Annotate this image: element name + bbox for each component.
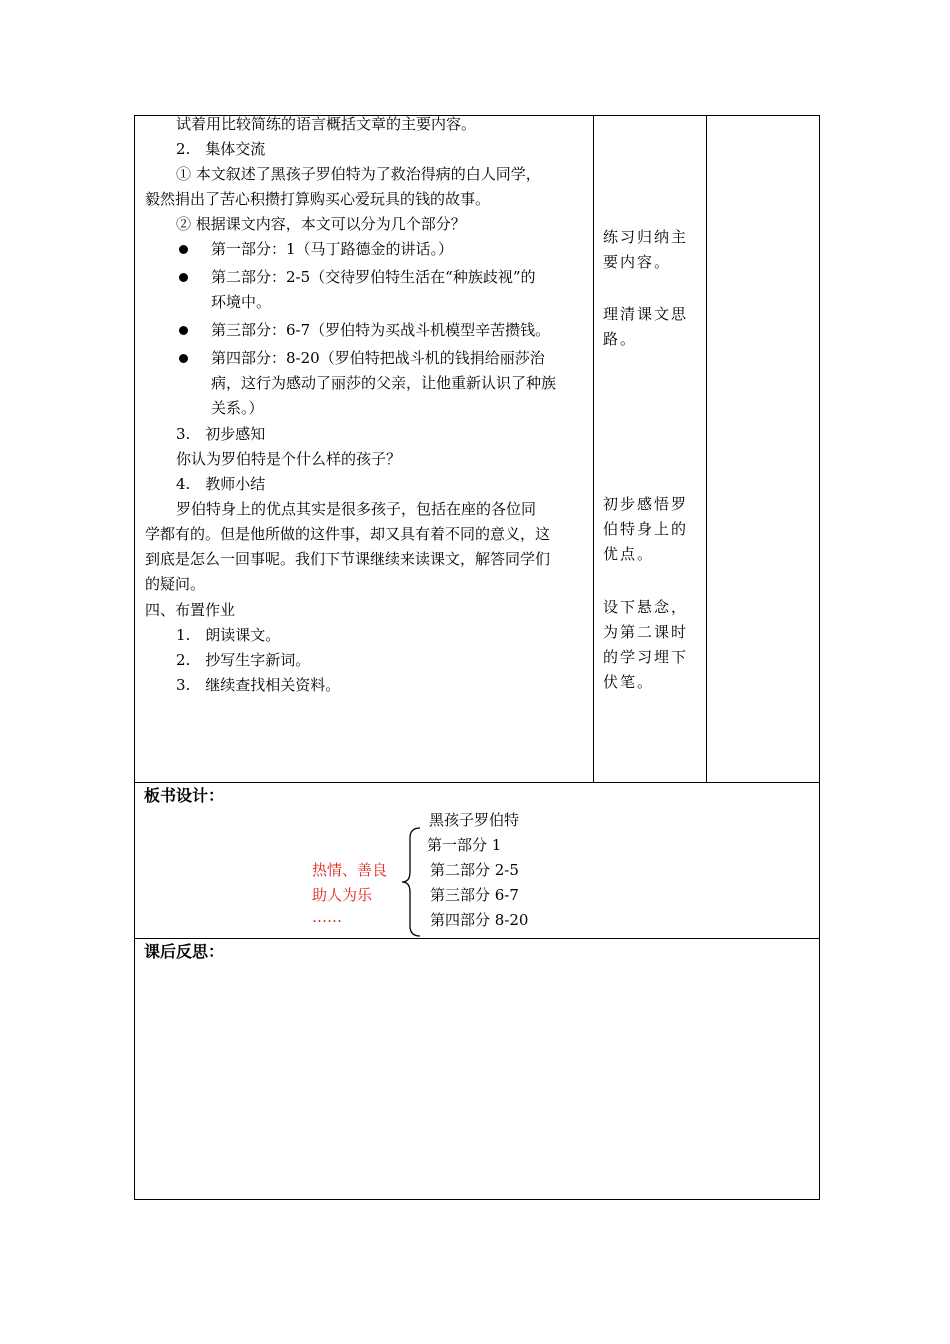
lesson-line: ② 根据课文内容，本文可以分为几个部分？ — [176, 215, 466, 233]
row-divider-board — [134, 782, 820, 783]
lesson-line: 3. 继续查找相关资料。 — [176, 676, 341, 694]
lesson-line: 到底是怎么一回事呢。我们下节课继续来读课文，解答同学们 — [145, 550, 551, 568]
part-line: 病，这行为感动了丽莎的父亲，让他重新认识了种族 — [211, 374, 557, 392]
curly-brace-icon — [400, 826, 424, 938]
part-line: 第二部分：2-5（交待罗伯特生活在“种族歧视”的 — [211, 268, 536, 286]
bullet-icon — [179, 354, 188, 363]
board-trait: 助人为乐 — [312, 886, 373, 904]
table-left-border — [134, 115, 135, 1200]
lesson-line: 3. 初步感知 — [176, 425, 266, 443]
lesson-line: 4. 教师小结 — [176, 475, 266, 493]
teaching-note: 理清课文思路。 — [603, 305, 689, 348]
board-part: 第二部分 2-5 — [430, 861, 519, 879]
board-part: 第四部分 8-20 — [430, 911, 529, 929]
part-line: 关系。） — [211, 399, 264, 417]
board-trait: …… — [312, 908, 342, 926]
part-line: 环境中。 — [211, 293, 272, 311]
lesson-line: 的疑问。 — [145, 575, 206, 593]
lesson-line: 2. 集体交流 — [176, 140, 266, 158]
lesson-line: 1. 朗读课文。 — [176, 626, 281, 644]
lesson-line: 四、布置作业 — [145, 601, 236, 619]
column-divider-notes — [593, 115, 594, 783]
reflection-heading: 课后反思： — [144, 942, 225, 961]
table-bottom-border — [134, 1199, 820, 1200]
board-part: 第三部分 6-7 — [430, 886, 519, 904]
bullet-icon — [179, 273, 188, 282]
lesson-line: 罗伯特身上的优点其实是很多孩子，包括在座的各位同 — [176, 500, 537, 518]
lesson-line: 你认为罗伯特是个什么样的孩子？ — [176, 450, 402, 468]
board-heading: 板书设计： — [144, 786, 225, 805]
board-part: 第一部分 1 — [427, 836, 502, 854]
table-right-border — [819, 115, 820, 1200]
teaching-note: 练习归纳主要内容。 — [603, 228, 689, 271]
lesson-line: 毅然捐出了苦心积攒打算购买心爱玩具的钱的故事。 — [145, 190, 491, 208]
bullet-icon — [179, 245, 188, 254]
bullet-icon — [179, 326, 188, 335]
row-divider-reflection — [134, 938, 820, 939]
teaching-note: 设下悬念，为第二课时的学习埋下伏笔。 — [603, 598, 689, 691]
part-line: 第一部分：1（马丁路德金的讲话。） — [211, 240, 454, 258]
column-divider-extra — [706, 115, 707, 783]
lesson-line: 学都有的。但是他所做的这件事，却又具有着不同的意义，这 — [145, 525, 551, 543]
part-line: 第三部分：6-7（罗伯特为买战斗机模型辛苦攒钱。 — [211, 321, 551, 339]
lesson-line: 试着用比较简练的语言概括文章的主要内容。 — [176, 115, 477, 133]
lesson-line: ① 本文叙述了黑孩子罗伯特为了救治得病的白人同学， — [176, 165, 541, 183]
lesson-line: 2. 抄写生字新词。 — [176, 651, 311, 669]
part-line: 第四部分：8-20（罗伯特把战斗机的钱捐给丽莎治 — [211, 349, 545, 367]
board-title: 黑孩子罗伯特 — [429, 811, 520, 829]
board-trait: 热情、善良 — [312, 861, 388, 879]
teaching-note: 初步感悟罗伯特身上的优点。 — [603, 495, 689, 563]
